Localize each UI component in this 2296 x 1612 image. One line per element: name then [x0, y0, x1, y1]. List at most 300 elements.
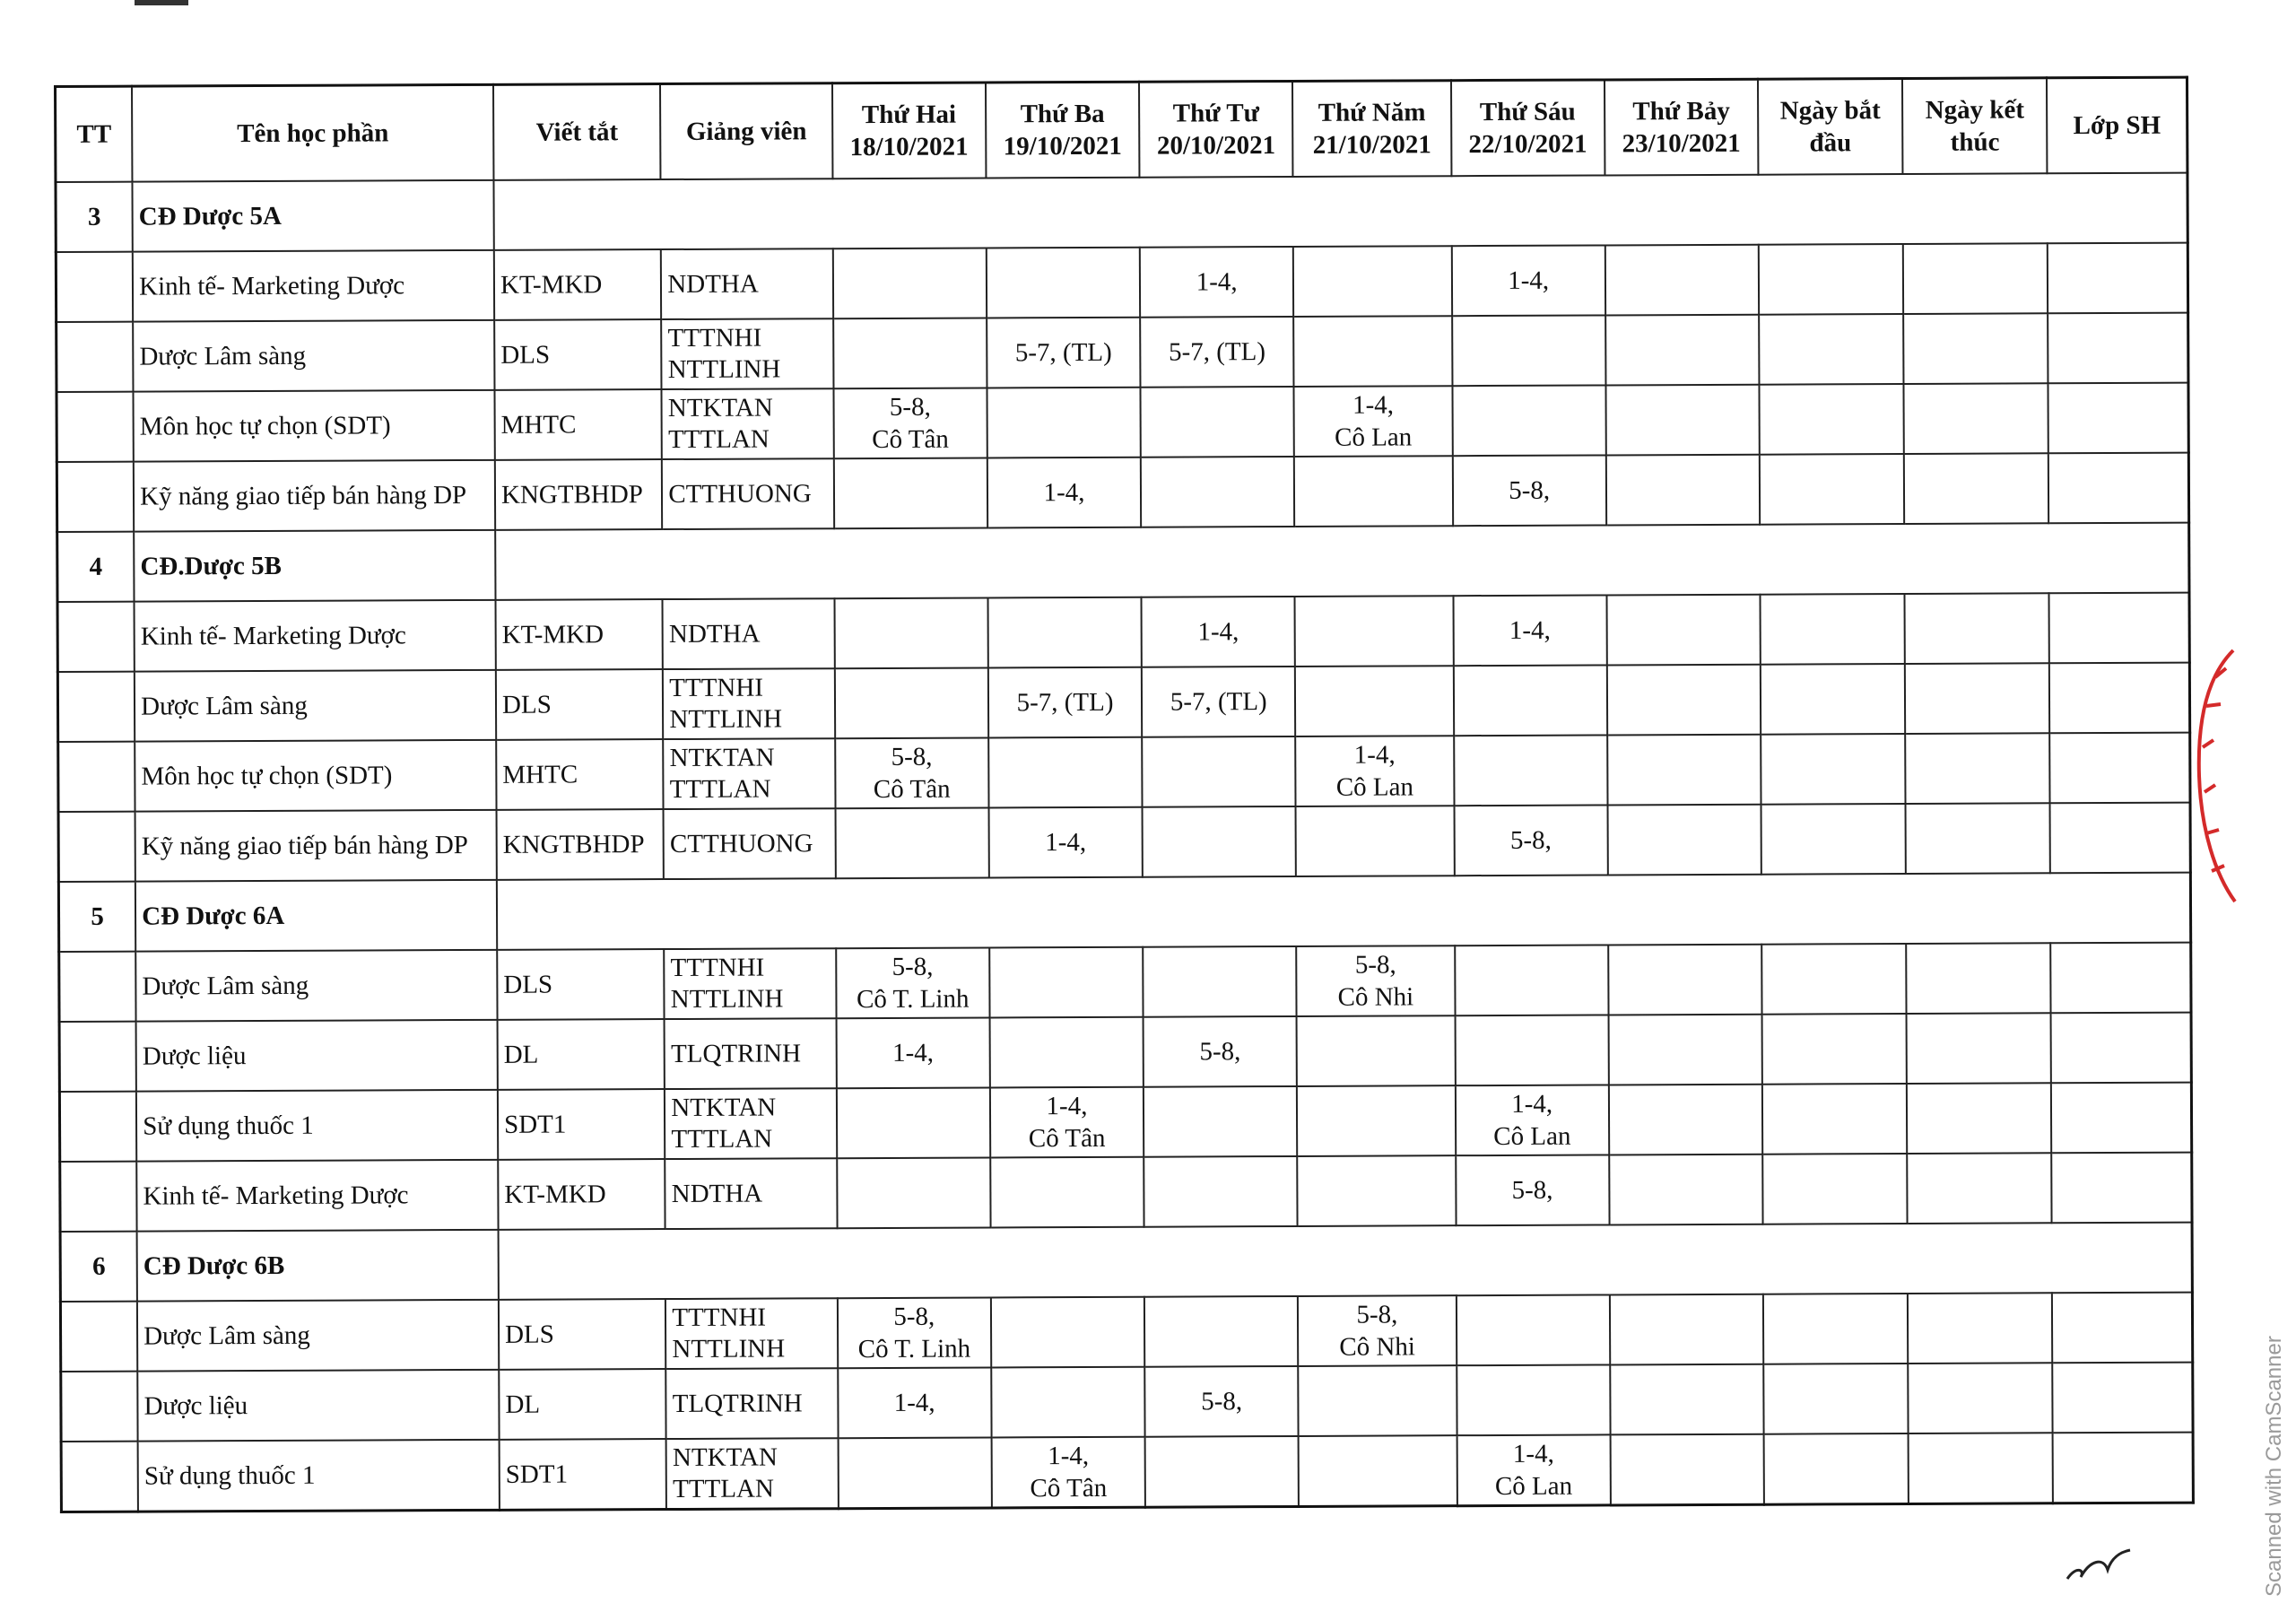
- teacher-cell-text: TTTNHI NTTLINH: [670, 953, 784, 1015]
- fri-cell-text: 1-4,: [1509, 615, 1551, 645]
- thu-cell: [1294, 386, 1453, 457]
- fri-cell-text: 1-4, Cô Lan: [1494, 1439, 1573, 1501]
- start-cell: [1759, 384, 1903, 455]
- teacher-cell-text: CTTHUONG: [668, 478, 812, 509]
- tue-cell-text: [995, 632, 1135, 633]
- subject-cell: [135, 670, 496, 742]
- teacher-cell: [665, 948, 837, 1019]
- tue-cell: [987, 597, 1142, 668]
- start-cell-text: [1765, 349, 1897, 350]
- abbr-cell-text: DLS: [501, 690, 552, 719]
- wed-cell-text: [1151, 1191, 1292, 1192]
- teacher-cell-text: NDTHA: [667, 269, 759, 299]
- wed-cell: [1142, 597, 1296, 667]
- teacher-cell-text: TLQTRINH: [672, 1388, 803, 1418]
- table-row: [59, 1083, 2191, 1162]
- group-row: [60, 1223, 2192, 1302]
- start-cell-text: [1766, 489, 1898, 490]
- mon-cell: [838, 1297, 992, 1368]
- subject-cell: [136, 1020, 498, 1092]
- sat-cell: [1605, 315, 1760, 386]
- group-number: 5: [58, 882, 135, 952]
- tue-cell: [988, 667, 1143, 738]
- start-cell: [1763, 1294, 1908, 1364]
- end-cell: [1907, 1153, 2051, 1224]
- wed-cell: [1141, 457, 1295, 527]
- abbr-cell-text: DLS: [500, 340, 551, 370]
- start-cell: [1762, 1014, 1907, 1085]
- fri-cell: [1455, 1085, 1609, 1155]
- fri-cell: [1452, 455, 1606, 526]
- wed-cell: [1140, 317, 1294, 388]
- class-cell-text: [2057, 768, 2184, 769]
- abbr-cell: [496, 739, 664, 810]
- thu-cell: [1298, 1295, 1457, 1366]
- subject-cell-text: Dược Lâm sàng: [141, 691, 308, 721]
- subject-cell: [135, 810, 497, 882]
- teacher-cell-text: TTTNHI NTTLINH: [667, 323, 781, 385]
- sat-cell-text: [1613, 630, 1753, 631]
- class-cell: [2049, 593, 2190, 664]
- subject-cell: [133, 320, 494, 392]
- abbr-cell: [494, 389, 662, 460]
- fri-cell-text: [1458, 420, 1599, 421]
- end-cell: [1904, 453, 2048, 524]
- sat-cell-text: [1613, 770, 1754, 771]
- thu-cell: [1299, 1365, 1457, 1436]
- abbr-cell: [498, 1159, 665, 1230]
- wed-cell-text: 5-8,: [1199, 1037, 1241, 1067]
- header-row: [56, 77, 2187, 182]
- abbr-cell-text: KT-MKD: [504, 1180, 606, 1209]
- table-row: [57, 663, 2189, 742]
- mon-cell-text: [843, 1122, 984, 1123]
- mon-cell-text: [844, 1472, 985, 1473]
- end-cell-text: [1913, 1118, 2045, 1119]
- table-row: [60, 1293, 2192, 1372]
- row-stt: [61, 1442, 138, 1512]
- fri-cell-text: 1-4,: [1508, 266, 1550, 295]
- teacher-cell: [664, 808, 836, 879]
- start-cell: [1759, 314, 1903, 385]
- class-cell-text: [2055, 348, 2182, 349]
- teacher-cell: [663, 598, 835, 669]
- mon-cell: [836, 947, 990, 1018]
- row-stt: [58, 742, 135, 812]
- tue-cell: [987, 388, 1141, 458]
- thu-cell: [1293, 246, 1452, 317]
- tue-cell-text: 1-4,: [1045, 827, 1087, 858]
- schedule-table: [54, 76, 2195, 1513]
- abbr-cell-text: DLS: [504, 1320, 554, 1349]
- table-row: [58, 803, 2190, 882]
- teacher-cell: [666, 1368, 839, 1439]
- thu-cell: [1299, 1435, 1457, 1506]
- teacher-cell-text: NTKTAN TTTLAN: [669, 743, 775, 805]
- start-cell-text: [1767, 769, 1899, 770]
- abbr-cell-text: SDT1: [505, 1460, 569, 1489]
- mon-cell: [837, 1157, 991, 1228]
- subject-cell-text: Kinh tế- Marketing Dược: [140, 621, 406, 651]
- class-cell: [2051, 1013, 2192, 1084]
- fri-cell-text: [1463, 1399, 1604, 1400]
- wed-cell-text: [1152, 1471, 1292, 1472]
- wed-cell-text: 5-7, (TL): [1169, 336, 1266, 367]
- thu-cell: [1297, 1015, 1456, 1086]
- subject-cell-text: Kinh tế- Marketing Dược: [139, 271, 405, 301]
- mon-cell-text: [843, 1192, 984, 1193]
- end-cell-text: [1911, 698, 2043, 699]
- class-cell: [2052, 1153, 2193, 1224]
- start-cell-text: [1768, 979, 1900, 980]
- group-name: CĐ Dược 6B: [137, 1230, 499, 1302]
- header-stt: TT: [56, 86, 133, 182]
- end-cell: [1908, 1363, 2052, 1433]
- mon-cell: [838, 1367, 992, 1438]
- sat-cell-text: [1612, 350, 1752, 351]
- class-cell-text: [2058, 1328, 2186, 1329]
- class-cell-text: [2057, 1118, 2185, 1119]
- mon-cell-text: 1-4,: [891, 1038, 935, 1067]
- group-name: CĐ Dược 6A: [135, 880, 497, 952]
- wed-cell-text: 5-8,: [1201, 1387, 1243, 1416]
- group-empty-span: [497, 873, 2191, 950]
- class-cell: [2050, 943, 2191, 1014]
- teacher-cell: [666, 1438, 839, 1509]
- thu-cell: [1295, 596, 1454, 667]
- schedule-table-wrapper: [54, 76, 2195, 1513]
- header-abbr: Viết tắt: [493, 84, 661, 180]
- fri-cell: [1453, 665, 1607, 736]
- tue-cell-text: 5-7, (TL): [1014, 337, 1112, 368]
- fri-cell: [1455, 1015, 1609, 1085]
- subject-cell-text: Môn học tự chọn (SDT): [139, 411, 391, 441]
- end-cell-text: [1909, 348, 2041, 349]
- teacher-cell-text: NDTHA: [671, 1179, 763, 1208]
- red-stamp: [2179, 641, 2242, 911]
- table-row: [57, 593, 2189, 672]
- row-stt: [56, 252, 133, 322]
- table-row: [56, 243, 2187, 322]
- thu-cell-text: 5-8, Cô Nhi: [1339, 1300, 1415, 1362]
- wed-cell: [1143, 946, 1297, 1017]
- tue-cell-text: 1-4, Cô Tân: [1030, 1441, 1108, 1503]
- thu-cell: [1296, 806, 1455, 876]
- row-stt: [58, 812, 135, 882]
- start-cell: [1761, 664, 1905, 735]
- mon-cell: [833, 457, 987, 528]
- mon-cell: [838, 1437, 992, 1508]
- teacher-cell-text: NTKTAN TTTLAN: [667, 393, 773, 455]
- start-cell-text: [1766, 419, 1898, 420]
- thu-cell: [1297, 1085, 1456, 1156]
- mon-cell-text: 5-8, Cô T. Linh: [856, 952, 970, 1015]
- start-cell: [1764, 1433, 1909, 1504]
- header-saturday: Thứ Bảy 23/10/2021: [1605, 79, 1759, 175]
- group-row: [57, 523, 2189, 602]
- header-tuesday: Thứ Ba 19/10/2021: [986, 82, 1140, 178]
- group-empty-span: [499, 1223, 2193, 1300]
- mon-cell: [837, 1087, 991, 1158]
- wed-cell: [1142, 736, 1296, 807]
- header-friday: Thứ Sáu 22/10/2021: [1451, 80, 1605, 176]
- fri-cell-text: 1-4, Cô Lan: [1493, 1089, 1571, 1152]
- end-cell-text: [1913, 978, 2045, 979]
- tue-cell: [988, 737, 1143, 808]
- sat-cell: [1609, 1155, 1763, 1225]
- group-row: [58, 873, 2190, 952]
- table-row: [58, 733, 2190, 812]
- teacher-cell: [661, 248, 833, 319]
- abbr-cell: [499, 1369, 666, 1440]
- thu-cell-text: [1305, 1470, 1450, 1471]
- thu-cell-text: [1300, 351, 1446, 352]
- thu-cell: [1296, 736, 1455, 806]
- teacher-cell: [665, 1298, 838, 1369]
- tue-cell-text: [996, 982, 1136, 983]
- class-cell-text: [2055, 488, 2182, 489]
- row-stt: [60, 1162, 137, 1232]
- subject-cell-text: Dược Lâm sàng: [142, 971, 309, 1001]
- sat-cell-text: [1612, 280, 1752, 281]
- class-cell-text: [2056, 628, 2183, 629]
- schedule-body: [56, 173, 2193, 1512]
- subject-cell: [136, 1090, 498, 1162]
- fri-cell: [1451, 245, 1605, 316]
- group-number: 4: [57, 532, 135, 602]
- abbr-cell: [495, 599, 663, 670]
- end-cell: [1906, 943, 2050, 1014]
- class-cell: [2048, 453, 2189, 524]
- sat-cell: [1607, 805, 1761, 876]
- sat-cell: [1610, 1294, 1764, 1365]
- teacher-cell-text: TLQTRINH: [670, 1038, 802, 1068]
- start-cell: [1761, 594, 1905, 665]
- tue-cell: [987, 457, 1142, 528]
- abbr-cell-text: MHTC: [500, 410, 577, 440]
- subject-cell-text: Môn học tự chọn (SDT): [141, 761, 393, 791]
- end-cell: [1906, 803, 2050, 874]
- sat-cell: [1606, 595, 1761, 666]
- start-cell: [1759, 244, 1903, 315]
- subject-cell: [135, 740, 496, 812]
- fri-cell-text: [1460, 770, 1601, 771]
- row-stt: [57, 462, 134, 532]
- group-number: 6: [60, 1232, 137, 1302]
- end-cell-text: [1910, 488, 2042, 489]
- thu-cell-text: [1300, 491, 1446, 492]
- abbr-cell: [494, 319, 662, 390]
- mon-cell-text: [841, 702, 982, 703]
- subject-cell-text: Sử dụng thuốc 1: [144, 1460, 316, 1491]
- abbr-cell: [498, 1089, 665, 1160]
- class-cell-text: [2055, 418, 2182, 419]
- thu-cell-text: 1-4, Cô Lan: [1335, 740, 1414, 802]
- tue-cell-text: [996, 1052, 1137, 1053]
- start-cell-text: [1767, 629, 1899, 630]
- end-cell-text: [1909, 278, 2041, 279]
- tue-cell: [988, 807, 1143, 878]
- sat-cell: [1610, 1364, 1764, 1435]
- end-cell-text: [1915, 1398, 2047, 1399]
- wed-cell: [1142, 667, 1296, 737]
- end-cell-text: [1910, 418, 2042, 419]
- abbr-cell-text: DL: [505, 1390, 541, 1419]
- row-stt: [59, 1022, 136, 1092]
- teacher-cell: [663, 668, 835, 739]
- row-stt: [57, 392, 134, 462]
- fri-cell: [1454, 805, 1608, 876]
- mon-cell-text: 5-8, Cô Tân: [872, 392, 949, 455]
- wed-cell: [1143, 806, 1297, 877]
- fri-cell: [1456, 1155, 1610, 1225]
- wed-cell: [1145, 1436, 1300, 1507]
- sat-cell: [1610, 1434, 1764, 1505]
- class-cell: [2052, 1293, 2193, 1364]
- fri-cell-text: 5-8,: [1509, 475, 1551, 505]
- thu-cell-text: [1300, 281, 1445, 282]
- sat-cell-text: [1616, 1329, 1757, 1330]
- teacher-cell: [665, 1018, 837, 1089]
- mon-cell: [832, 248, 987, 318]
- start-cell-text: [1769, 1049, 1900, 1050]
- abbr-cell-text: KNGTBHDP: [500, 480, 643, 510]
- signature-mark: [2063, 1543, 2135, 1588]
- sat-cell-text: [1612, 420, 1752, 421]
- fri-cell-text: [1463, 1329, 1604, 1330]
- fri-cell: [1457, 1364, 1611, 1435]
- header-teacher: Giảng viên: [660, 83, 832, 179]
- subject-cell: [137, 1370, 499, 1442]
- start-cell: [1763, 1364, 1908, 1434]
- wed-cell-text: [1151, 1331, 1292, 1332]
- abbr-cell-text: MHTC: [502, 760, 578, 789]
- class-cell: [2053, 1363, 2194, 1433]
- abbr-cell: [500, 1439, 667, 1510]
- fri-cell-text: [1460, 700, 1601, 701]
- teacher-cell: [662, 388, 834, 459]
- wed-cell-text: [1149, 841, 1290, 842]
- fri-cell: [1453, 595, 1607, 666]
- subject-cell-text: Dược liệu: [142, 1041, 247, 1071]
- camscanner-watermark: Scanned with CamScanner: [2262, 1336, 2286, 1597]
- mon-cell-text: [841, 842, 982, 843]
- class-cell-text: [2056, 698, 2183, 699]
- thu-cell: [1293, 316, 1452, 387]
- end-cell: [1905, 593, 2049, 664]
- mon-cell-text: 5-8, Cô Tân: [873, 742, 951, 805]
- group-name: CĐ.Dược 5B: [134, 530, 495, 602]
- table-row: [57, 453, 2188, 532]
- row-stt: [57, 602, 135, 672]
- group-empty-span: [493, 173, 2187, 250]
- tue-cell: [991, 1437, 1145, 1508]
- class-cell: [2053, 1433, 2194, 1503]
- wed-cell-text: 5-7, (TL): [1170, 686, 1267, 717]
- end-cell: [1905, 663, 2049, 734]
- teacher-cell-text: TTTNHI NTTLINH: [672, 1303, 786, 1364]
- thu-cell: [1295, 666, 1454, 736]
- class-cell-text: [2057, 838, 2184, 839]
- start-cell-text: [1769, 1119, 1900, 1120]
- sat-cell: [1607, 665, 1761, 736]
- mon-cell-text: [840, 492, 981, 493]
- class-cell: [2048, 383, 2189, 454]
- sat-cell-text: [1617, 1468, 1758, 1469]
- sat-cell: [1607, 735, 1761, 806]
- class-cell-text: [2054, 278, 2181, 279]
- subject-cell-text: Dược liệu: [144, 1390, 248, 1421]
- tue-cell-text: 1-4, Cô Tân: [1028, 1091, 1106, 1154]
- start-cell: [1761, 944, 1906, 1015]
- abbr-cell: [496, 669, 664, 740]
- end-cell: [1907, 1013, 2051, 1084]
- mon-cell: [835, 737, 989, 808]
- abbr-cell: [497, 809, 665, 880]
- row-stt: [57, 672, 135, 742]
- subject-cell: [138, 1440, 500, 1512]
- subject-cell: [133, 250, 494, 322]
- tue-cell-text: 1-4,: [1043, 477, 1085, 508]
- tue-cell: [990, 1157, 1144, 1228]
- row-stt: [59, 952, 136, 1022]
- mon-cell: [836, 1017, 990, 1088]
- wed-cell: [1144, 1296, 1299, 1367]
- start-cell: [1760, 454, 1904, 525]
- row-stt: [57, 322, 134, 392]
- table-row: [61, 1433, 2193, 1512]
- group-name: CĐ Dược 5A: [133, 180, 494, 252]
- sat-cell: [1608, 1015, 1762, 1085]
- header-monday: Thứ Hai 18/10/2021: [832, 83, 987, 179]
- subject-cell: [134, 460, 495, 532]
- start-cell: [1761, 804, 1906, 875]
- tue-cell: [990, 1087, 1144, 1158]
- table-row: [60, 1153, 2192, 1232]
- abbr-cell-text: DL: [503, 1040, 539, 1069]
- mon-cell: [833, 388, 987, 458]
- table-row: [57, 313, 2188, 392]
- teacher-cell: [665, 1088, 837, 1159]
- fri-cell: [1455, 945, 1609, 1015]
- thu-cell-text: 1-4, Cô Lan: [1335, 390, 1413, 452]
- class-cell: [2048, 313, 2188, 384]
- sat-cell-text: [1616, 1399, 1757, 1400]
- sat-cell: [1606, 455, 1761, 526]
- subject-cell: [135, 950, 497, 1022]
- row-stt: [60, 1302, 137, 1372]
- thu-cell-text: [1305, 1400, 1450, 1401]
- teacher-cell-text: TTTNHI NTTLINH: [669, 673, 783, 735]
- subject-cell: [135, 600, 496, 672]
- tue-cell: [991, 1367, 1145, 1438]
- teacher-cell-text: NTKTAN TTTLAN: [672, 1442, 778, 1503]
- abbr-cell: [498, 1019, 665, 1090]
- tue-cell-text: [997, 1402, 1138, 1403]
- abbr-cell: [495, 459, 663, 530]
- end-cell-text: [1912, 838, 2044, 839]
- teacher-cell-text: NDTHA: [668, 619, 761, 649]
- abbr-cell-text: KT-MKD: [501, 620, 604, 649]
- sat-cell-text: [1613, 490, 1753, 491]
- end-cell: [1905, 733, 2049, 804]
- subject-cell-text: Kinh tế- Marketing Dược: [143, 1181, 409, 1211]
- class-cell-text: [2057, 1048, 2185, 1049]
- end-cell: [1904, 383, 2048, 454]
- class-cell-text: [2059, 1467, 2187, 1468]
- subject-cell-text: Sử dụng thuốc 1: [143, 1111, 314, 1141]
- fri-cell: [1454, 735, 1608, 806]
